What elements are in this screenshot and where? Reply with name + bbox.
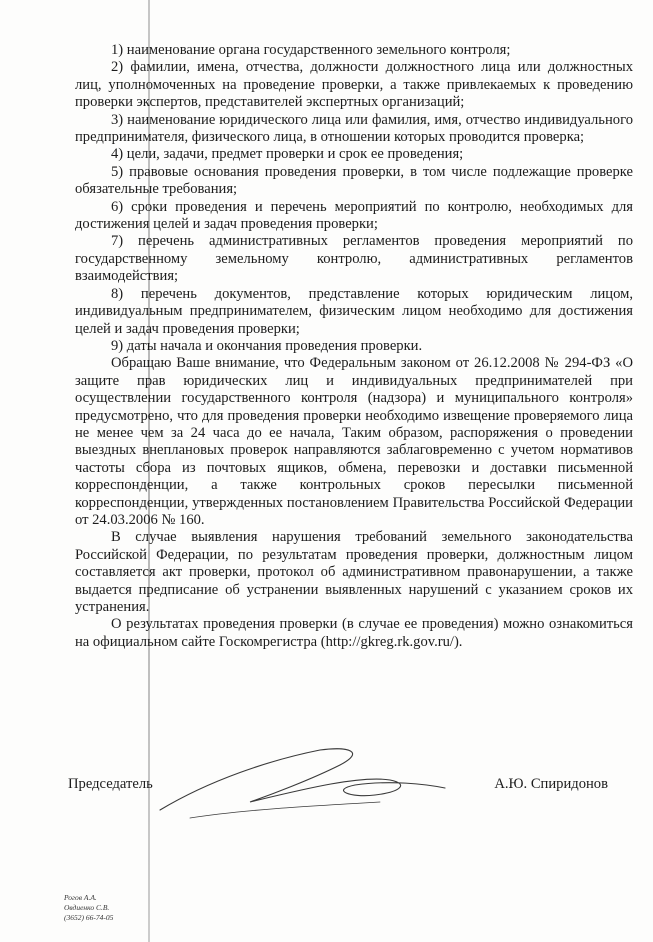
list-item-9: 9) даты начала и окончания проведения проверки. [111, 337, 423, 354]
signer-name: А.Ю. Спиридонов [494, 776, 608, 792]
executor-footer [64, 893, 113, 923]
violation-paragraph: В случае выявления нарушения требований земельного законодательства Российской Федерации, по результатам проведения проверки, должностным лицом составляется акт проверки, протокол об административном правонарушении, а также выдается предписание об устранении выявленных нарушений с указанием сроков их устранения. [75, 529, 633, 615]
list-item-5: 5) правовые основания проведения проверки, в том числе подлежащие проверке обязательные требования; [75, 163, 633, 198]
list-item-8: 8) перечень документов, представление которых юридическим лицом, индивидуальным предпринимателем, физическим лицом необходимо для достижения целей и задач проведения проверки; [75, 285, 633, 337]
list-item-6: 6) сроки проведения и перечень мероприятий по контролю, необходимых для достижения целей и задач проведения проверки; [75, 198, 633, 233]
list-item-2: 2) фамилии, имена, отчества, должности должностного лица или должностных лиц, уполномоченных на проведение проверки, а также привлекаемых к проведению проверки экспертов, представителей экспертных организаций; [75, 59, 633, 111]
signature-row [68, 776, 608, 798]
signer-title: Председатель [68, 776, 153, 792]
list-item-1: 1) наименование органа государственного земельного контроля; [111, 42, 511, 58]
results-paragraph: О результатах проведения проверки (в случае ее проведения) можно ознакомиться на официальном сайте Госкомрегистра (http://gkreg.rk.gov.ru/). [75, 616, 633, 650]
notice-paragraph: Обращаю Ваше внимание, что Федеральным законом от 26.12.2008 № 294-ФЗ «О защите прав юридических лиц и индивидуальных предпринимателей при осуществлении государственного контроля (надзора) и муниципального контроля» предусмотрено, что для проведения проверки необходимо извещение проверяемого лица не менее чем за 24 часа до ее начала, Таким образом, распоряжения о проведении выездных внеплановых проверок направляются заблаговременно с учетом нормативов частоты сбора из почтовых ящиков, обмена, перевозки и доставки письменной корреспонденции, а также контрольных сроков пересылки письменной корреспонденции, утвержденных постановлением Правительства Российской Федерации от 24.03.2006 № 160. [75, 355, 633, 528]
executor-line-2: Овдиенко С.В. [64, 903, 110, 912]
list-item-7: 7) перечень административных регламентов проведения мероприятий по государственному земельному контролю, административных регламентов взаимодействия; [75, 233, 633, 285]
executor-phone: (3652) 66-74-05 [64, 913, 114, 922]
executor-line-1: Рогов А.А. [64, 893, 97, 902]
list-item-3: 3) наименование юридического лица или фамилия, имя, отчество индивидуального предпринимателя, физического лица, в отношении которых проводится проверка; [75, 111, 633, 146]
document-body [75, 42, 633, 651]
list-item-4: 4) цели, задачи, предмет проверки и срок ее проведения; [111, 146, 464, 163]
